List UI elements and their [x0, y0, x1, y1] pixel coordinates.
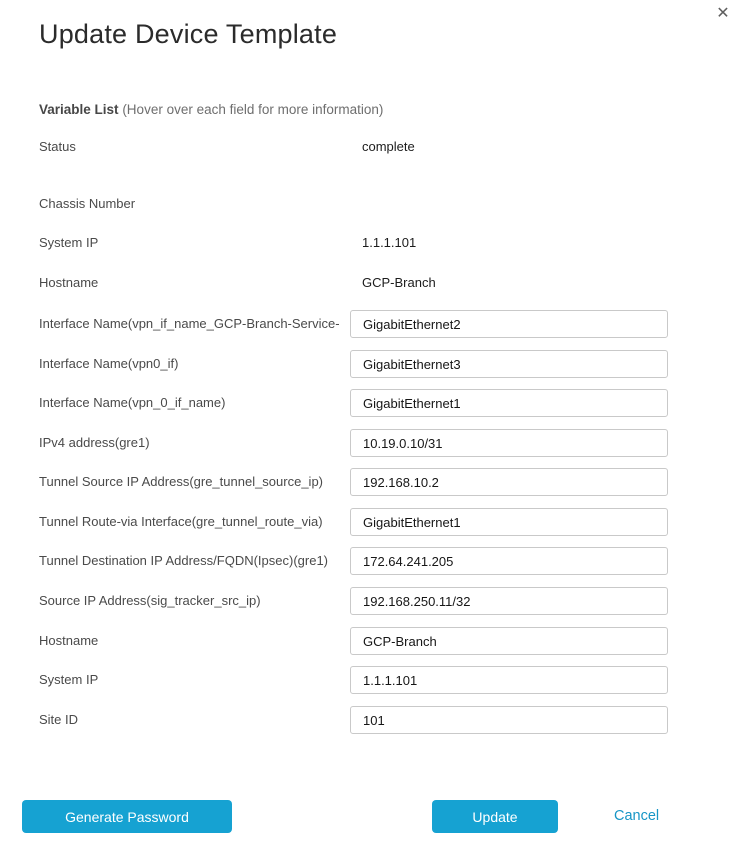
interface-name-vpn0-if-input[interactable] [350, 350, 668, 378]
variable-list-header [39, 102, 383, 117]
field-label: Tunnel Destination IP Address/FQDN(Ipsec)(gre1) [39, 553, 329, 568]
row-status [0, 138, 752, 156]
row-system-ip-static [0, 234, 752, 252]
variable-list-title: Variable List [39, 102, 119, 117]
field-label: Tunnel Source IP Address(gre_tunnel_source_ip) [39, 474, 324, 489]
row-chassis-number [0, 195, 752, 213]
row-source-ip-tracker [0, 587, 752, 615]
field-label: Interface Name(vpn_0_if_name) [39, 395, 226, 410]
field-label: Interface Name(vpn_if_name_GCP-Branch-Service- [39, 316, 340, 331]
field-label: IPv4 address(gre1) [39, 435, 150, 450]
cancel-button[interactable]: Cancel [614, 808, 660, 824]
system-ip-input[interactable] [350, 666, 668, 694]
source-ip-tracker-input[interactable] [350, 587, 668, 615]
field-label: Chassis Number [39, 196, 136, 211]
row-site-id [0, 706, 752, 734]
close-icon[interactable]: ✕ [716, 5, 730, 22]
row-interface-name-service [0, 310, 752, 338]
tunnel-source-ip-input[interactable] [350, 468, 668, 496]
field-label: System IP [39, 672, 99, 687]
field-value: complete [362, 139, 415, 154]
row-hostname [0, 627, 752, 655]
row-interface-name-vpn-0-if-name [0, 389, 752, 417]
row-tunnel-source-ip [0, 468, 752, 496]
field-label: System IP [39, 235, 99, 250]
field-label: Interface Name(vpn0_if) [39, 356, 179, 371]
row-tunnel-route-via [0, 508, 752, 536]
field-label: Hostname [39, 275, 99, 290]
row-ipv4-address-gre1 [0, 429, 752, 457]
dialog-title: Update Device Template [39, 19, 338, 49]
site-id-input[interactable] [350, 706, 668, 734]
field-label: Source IP Address(sig_tracker_src_ip) [39, 593, 261, 608]
field-label: Site ID [39, 712, 79, 727]
row-hostname-static [0, 274, 752, 292]
hostname-input[interactable] [350, 627, 668, 655]
field-value: GCP-Branch [362, 275, 436, 290]
row-interface-name-vpn0-if [0, 350, 752, 378]
field-label: Tunnel Route-via Interface(gre_tunnel_route_via) [39, 514, 323, 529]
generate-password-button[interactable]: Generate Password [22, 800, 232, 833]
row-tunnel-destination-ip [0, 547, 752, 575]
row-system-ip [0, 666, 752, 694]
variable-list-hint: (Hover over each field for more information) [122, 102, 384, 117]
tunnel-route-via-input[interactable] [350, 508, 668, 536]
field-label: Status [39, 139, 76, 154]
ipv4-address-gre1-input[interactable] [350, 429, 668, 457]
tunnel-destination-ip-input[interactable] [350, 547, 668, 575]
update-button[interactable]: Update [432, 800, 558, 833]
interface-name-vpn-0-if-name-input[interactable] [350, 389, 668, 417]
field-label: Hostname [39, 633, 99, 648]
field-value: 1.1.1.101 [362, 235, 417, 250]
interface-name-service-input[interactable] [350, 310, 668, 338]
